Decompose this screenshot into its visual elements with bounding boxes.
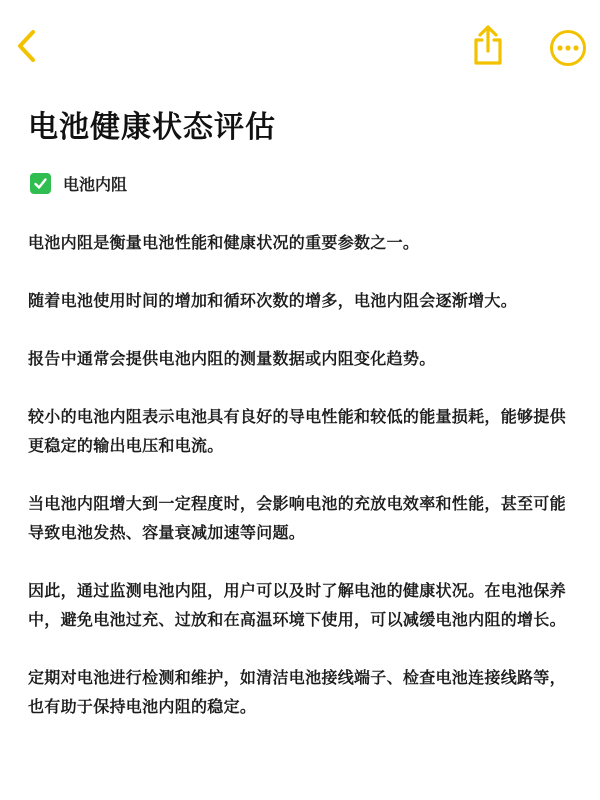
paragraph: 报告中通常会提供电池内阻的测量数据或内阻变化趋势。 [28,349,436,368]
more-icon [548,28,588,68]
note-body[interactable] [28,228,573,750]
back-button[interactable] [8,26,44,66]
paragraph: 因此，通过监测电池内阻，用户可以及时了解电池的健康状况。在电池保养中，避免电池过充、过放和在高温环境下使用，可以减缓电池内阻的增长。 [28,581,566,629]
checklist-item-label: 电池内阻 [63,175,128,194]
navigation-bar [0,0,600,96]
chevron-left-icon [14,28,38,64]
checkbox[interactable] [30,173,51,194]
checkmark-icon [33,176,48,191]
share-button[interactable] [466,20,510,70]
paragraph: 当电池内阻增大到一定程度时，会影响电池的充放电效率和性能，甚至可能导致电池发热、容量衰减加速等问题。 [28,494,566,542]
more-options-button[interactable] [546,26,590,70]
paragraph: 较小的电池内阻表示电池具有良好的导电性能和较低的能量损耗，能够提供更稳定的输出电压和电流。 [28,407,566,455]
share-icon [471,24,505,66]
note-title: 电池健康状态评估 [28,110,276,145]
paragraph: 电池内阻是衡量电池性能和健康状况的重要参数之一。 [28,233,420,252]
paragraph: 定期对电池进行检测和维护，如清洁电池接线端子、检查电池连接线路等，也有助于保持电池内阻的稳定。 [28,668,566,716]
paragraph: 随着电池使用时间的增加和循环次数的增多，电池内阻会逐渐增大。 [28,291,518,310]
checklist-item[interactable] [30,172,127,195]
